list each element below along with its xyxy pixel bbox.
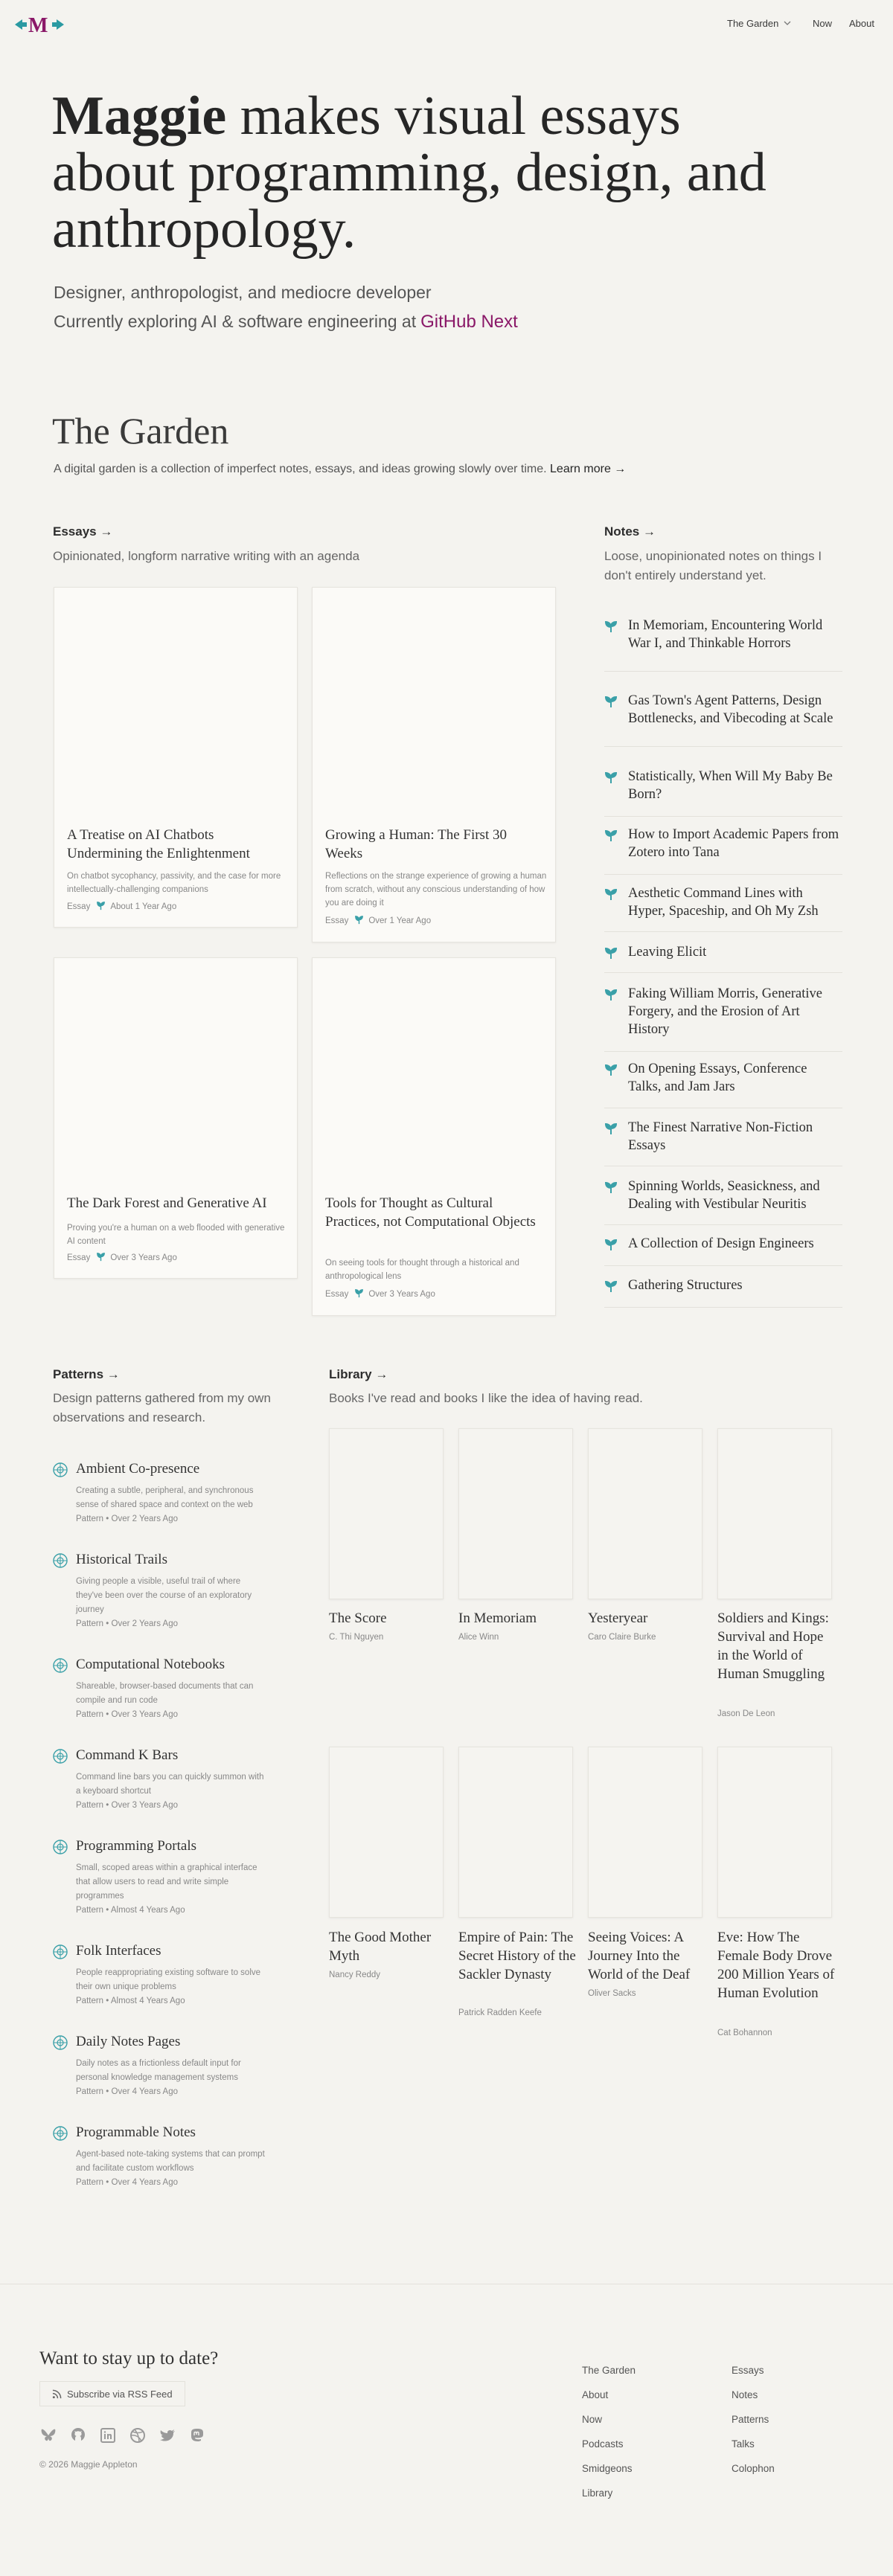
book-title[interactable]: Empire of Pain: The Secret History of the Sackler Dynasty: [458, 1930, 576, 1982]
essay-age: Over 3 Years Ago: [110, 1253, 177, 1262]
pattern-icon: [52, 1944, 68, 1960]
sprout-icon: [604, 988, 618, 1001]
sprout-icon: [604, 771, 618, 784]
nav-garden[interactable]: The Garden: [727, 18, 779, 29]
note-title: Aesthetic Command Lines with Hyper, Spaceship, and Oh My Zsh: [628, 886, 819, 919]
hero-line3: anthropology.: [52, 199, 356, 260]
essay-desc: On seeing tools for thought through a historical and anthropological lens: [325, 1259, 519, 1281]
pattern-title: Command K Bars: [76, 1747, 179, 1763]
essay-title: A Treatise on AI Chatbots Undermining the Enlightenment: [67, 827, 250, 861]
pattern-item[interactable]: [52, 1747, 283, 1810]
pattern-title: Computational Notebooks: [76, 1657, 225, 1672]
garden-description: [54, 463, 626, 476]
pattern-desc: Shareable, browser-based documents that can compile and run code: [76, 1682, 254, 1705]
book-author: Cat Bohannon: [717, 2029, 772, 2037]
pattern-icon: [52, 1552, 68, 1569]
note-title: Statistically, When Will My Baby Be Born?: [628, 769, 833, 802]
footer-link-now[interactable]: Now: [582, 2414, 603, 2425]
essay-card[interactable]: [312, 957, 556, 1316]
note-item[interactable]: [604, 884, 842, 932]
pattern-icon: [52, 2034, 68, 2051]
essay-title: The Dark Forest and Generative AI: [67, 1195, 267, 1211]
rss-subscribe-button[interactable]: [39, 2381, 185, 2406]
pattern-item[interactable]: [52, 1656, 283, 1719]
note-item[interactable]: [604, 1060, 842, 1108]
dribbble-icon[interactable]: [129, 2426, 147, 2444]
sprout-icon: [354, 915, 364, 925]
book-title[interactable]: Seeing Voices: A Journey Into the World of the Deaf: [588, 1930, 691, 1982]
pattern-title: Ambient Co-presence: [76, 1461, 200, 1477]
pattern-meta: Pattern • Over 3 Years Ago: [76, 1801, 179, 1810]
library-description: Books I've read and books I like the idea of having read.: [329, 1391, 643, 1405]
hero-name: Maggie: [52, 86, 227, 147]
note-item[interactable]: [604, 617, 842, 672]
pattern-meta: Pattern • Over 3 Years Ago: [76, 1710, 179, 1719]
pattern-title: Programming Portals: [76, 1838, 197, 1854]
book-cover[interactable]: [588, 1747, 702, 1918]
pattern-icon: [52, 1839, 68, 1855]
essay-title: Tools for Thought as Cultural Practices, not Computational Objects: [325, 1195, 536, 1230]
pattern-desc: Small, scoped areas within a graphical interface that allow users to read and write simple programmes: [76, 1863, 257, 1901]
hero-subtitle-2-text: Currently exploring AI & software engineering at: [54, 312, 417, 331]
essay-card[interactable]: [54, 957, 298, 1279]
note-title: The Finest Narrative Non-Fiction Essays: [628, 1120, 813, 1153]
pattern-meta: Pattern • Over 4 Years Ago: [76, 2178, 179, 2187]
pattern-item[interactable]: [52, 2124, 283, 2187]
sprout-icon: [96, 901, 106, 910]
note-item[interactable]: [604, 943, 842, 973]
footer-link-talks[interactable]: Talks: [732, 2438, 755, 2450]
footer-link-essays[interactable]: Essays: [732, 2365, 764, 2376]
sprout-icon: [604, 946, 618, 960]
hero-headline: [52, 86, 819, 260]
note-title: Faking William Morris, Generative Forgery, and the Erosion of Art History: [628, 986, 822, 1037]
note-title: A Collection of Design Engineers: [628, 1236, 814, 1251]
book-cover[interactable]: [588, 1428, 702, 1599]
note-item[interactable]: [604, 692, 842, 747]
sprout-icon: [604, 1122, 618, 1135]
svg-text:M: M: [28, 14, 48, 36]
pattern-desc: Giving people a visible, useful trail of where they've been over the course of an exploratory journey: [76, 1577, 252, 1614]
note-title: On Opening Essays, Conference Talks, and Jam Jars: [628, 1061, 807, 1094]
note-item[interactable]: [604, 1235, 842, 1266]
book-cover[interactable]: [458, 1428, 573, 1599]
footer-link-podcasts[interactable]: Podcasts: [582, 2438, 624, 2450]
sprout-icon: [354, 1288, 364, 1298]
copyright: © 2026 Maggie Appleton: [39, 2459, 138, 2470]
pattern-meta: Pattern • Over 2 Years Ago: [76, 1515, 179, 1523]
sprout-icon: [604, 1279, 618, 1293]
bluesky-icon[interactable]: [39, 2426, 57, 2444]
rss-label: Subscribe via RSS Feed: [67, 2389, 173, 2400]
pattern-item[interactable]: [52, 1837, 283, 1915]
note-item[interactable]: [604, 985, 842, 1052]
book-title[interactable]: Soldiers and Kings: Survival and Hope in the World of Human Smuggling: [717, 1610, 829, 1682]
essay-card[interactable]: [312, 587, 556, 942]
book-cover[interactable]: [329, 1428, 444, 1599]
note-title: Gathering Structures: [628, 1278, 743, 1293]
notes-description: Loose, unopinionated notes on things I don't entirely understand yet.: [604, 549, 822, 582]
essay-age: About 1 Year Ago: [110, 902, 177, 911]
book-author: Jason De Leon: [717, 1709, 775, 1718]
footer-link-library[interactable]: Library: [582, 2487, 613, 2499]
pattern-title: Programmable Notes: [76, 2124, 196, 2140]
essay-type: Essay: [325, 1290, 349, 1299]
book-cover[interactable]: [458, 1747, 573, 1918]
pattern-title: Folk Interfaces: [76, 1943, 161, 1959]
pattern-desc: Daily notes as a frictionless default input for personal knowledge management systems: [76, 2059, 241, 2082]
pattern-desc: Agent-based note-taking systems that can prompt and facilitate custom workflows: [76, 2150, 265, 2173]
garden-title: The Garden: [52, 410, 229, 452]
hero-line1: makes visual essays: [226, 86, 681, 147]
book-title[interactable]: The Good Mother Myth: [329, 1930, 432, 1964]
chevron-down-icon[interactable]: [783, 19, 792, 28]
pattern-title: Daily Notes Pages: [76, 2034, 181, 2049]
note-title: Leaving Elicit: [628, 945, 707, 960]
note-item[interactable]: [604, 826, 842, 875]
garden-desc-text: A digital garden is a collection of imperfect notes, essays, and ideas growing slowly over time.: [54, 463, 547, 475]
essay-type: Essay: [325, 916, 349, 925]
essay-age: Over 1 Year Ago: [368, 916, 432, 925]
nav-about[interactable]: About: [849, 18, 874, 29]
pattern-meta: Pattern • Over 4 Years Ago: [76, 2087, 179, 2096]
pattern-meta: Pattern • Almost 4 Years Ago: [76, 1906, 185, 1915]
book-title[interactable]: The Score: [329, 1610, 387, 1626]
note-item[interactable]: [604, 1178, 842, 1225]
hero-line2: about programming, design, and: [52, 142, 766, 203]
sprout-icon: [96, 1252, 106, 1262]
logo-icon[interactable]: [13, 13, 65, 36]
essay-meta: [325, 915, 431, 925]
note-item[interactable]: [604, 1276, 842, 1308]
book-title[interactable]: Eve: How The Female Body Drove 200 Million Years of Human Evolution: [717, 1930, 835, 2001]
pattern-icon: [52, 1657, 68, 1674]
book-author: C. Thi Nguyen: [329, 1633, 384, 1642]
essay-meta: [67, 901, 176, 911]
sprout-icon: [604, 1181, 618, 1194]
essays-description: Opinionated, longform narrative writing with an agenda: [53, 549, 360, 563]
footer-title: Want to stay up to date?: [39, 2348, 219, 2368]
pattern-desc: People reappropriating existing software to solve their own unique problems: [76, 1968, 261, 1991]
pattern-desc: Command line bars you can quickly summon with a keyboard shortcut: [76, 1773, 264, 1796]
pattern-icon: [52, 1462, 68, 1478]
essays-heading[interactable]: Essays →: [53, 524, 113, 539]
mastodon-icon[interactable]: [188, 2426, 206, 2444]
note-item[interactable]: [604, 1119, 842, 1166]
pattern-item[interactable]: [52, 1942, 283, 2005]
notes-heading[interactable]: Notes →: [604, 524, 656, 539]
essay-meta: [67, 1252, 177, 1262]
pattern-meta: Pattern • Over 2 Years Ago: [76, 1619, 179, 1628]
rss-icon: [52, 2389, 62, 2399]
linkedin-icon[interactable]: [99, 2426, 117, 2444]
pattern-meta: Pattern • Almost 4 Years Ago: [76, 1997, 185, 2005]
essay-type: Essay: [67, 902, 91, 911]
library-heading[interactable]: Library →: [329, 1367, 388, 1381]
book-author: Patrick Radden Keefe: [458, 2008, 542, 2017]
footer-link-colophon[interactable]: Colophon: [732, 2463, 775, 2474]
sprout-icon: [604, 1238, 618, 1251]
hero-subtitle-2: [54, 312, 518, 333]
pattern-icon: [52, 2125, 68, 2142]
pattern-item[interactable]: [52, 1460, 283, 1523]
twitter-icon[interactable]: [159, 2426, 176, 2444]
book-author: Nancy Reddy: [329, 1970, 381, 1979]
essay-meta: [325, 1288, 435, 1299]
book-title[interactable]: In Memoriam: [458, 1610, 537, 1626]
book-cover[interactable]: [717, 1747, 832, 1918]
sprout-icon: [604, 1063, 618, 1076]
footer-link-patterns[interactable]: Patterns: [732, 2414, 769, 2425]
pattern-desc: Creating a subtle, peripheral, and synchronous sense of shared space and context on the web: [76, 1486, 254, 1509]
github-icon[interactable]: [69, 2426, 87, 2444]
pattern-icon: [52, 1748, 68, 1764]
book-author: Oliver Sacks: [588, 1989, 636, 1998]
footer-link-notes[interactable]: Notes: [732, 2389, 758, 2400]
sprout-icon: [604, 620, 618, 633]
book-author: Caro Claire Burke: [588, 1633, 656, 1642]
note-title: How to Import Academic Papers from Zotero into Tana: [628, 827, 839, 860]
note-item[interactable]: [604, 768, 842, 817]
sprout-icon: [604, 887, 618, 901]
book-cover[interactable]: [717, 1428, 832, 1599]
hero-subtitle-1: Designer, anthropologist, and mediocre developer: [54, 283, 432, 302]
essay-desc: Proving you're a human on a web flooded with generative AI content: [67, 1224, 285, 1246]
essay-desc: Reflections on the strange experience of growing a human from scratch, without any conscious understanding of how you are doing it: [325, 872, 547, 908]
sprout-icon: [604, 829, 618, 842]
essay-title: Growing a Human: The First 30 Weeks: [325, 827, 507, 861]
patterns-heading[interactable]: Patterns →: [53, 1367, 120, 1381]
pattern-item[interactable]: [52, 1551, 283, 1628]
footer-link-garden[interactable]: The Garden: [582, 2365, 636, 2376]
sprout-icon: [604, 695, 618, 708]
book-author: Alice Winn: [458, 1633, 499, 1642]
pattern-title: Historical Trails: [76, 1552, 167, 1567]
book-cover[interactable]: [329, 1747, 444, 1918]
learn-more-link[interactable]: Learn more →: [550, 463, 627, 475]
footer-link-smidgeons[interactable]: Smidgeons: [582, 2463, 633, 2474]
book-title[interactable]: Yesteryear: [588, 1610, 648, 1626]
nav-now[interactable]: Now: [813, 18, 833, 29]
essay-type: Essay: [67, 1253, 91, 1262]
pattern-item[interactable]: [52, 2033, 283, 2096]
note-title: In Memoriam, Encountering World War I, and Thinkable Horrors: [628, 618, 823, 651]
essay-age: Over 3 Years Ago: [368, 1290, 435, 1299]
patterns-description: Design patterns gathered from my own observations and research.: [53, 1391, 271, 1424]
essay-desc: On chatbot sycophancy, passivity, and the case for more intellectually-challenging companions: [67, 872, 281, 894]
footer-link-about[interactable]: About: [582, 2389, 609, 2400]
note-title: Spinning Worlds, Seasickness, and Dealing with Vestibular Neuritis: [628, 1179, 820, 1212]
github-next-link[interactable]: GitHub Next: [420, 312, 518, 332]
note-title: Gas Town's Agent Patterns, Design Bottlenecks, and Vibecoding at Scale: [628, 693, 833, 726]
essay-card[interactable]: [54, 587, 298, 928]
